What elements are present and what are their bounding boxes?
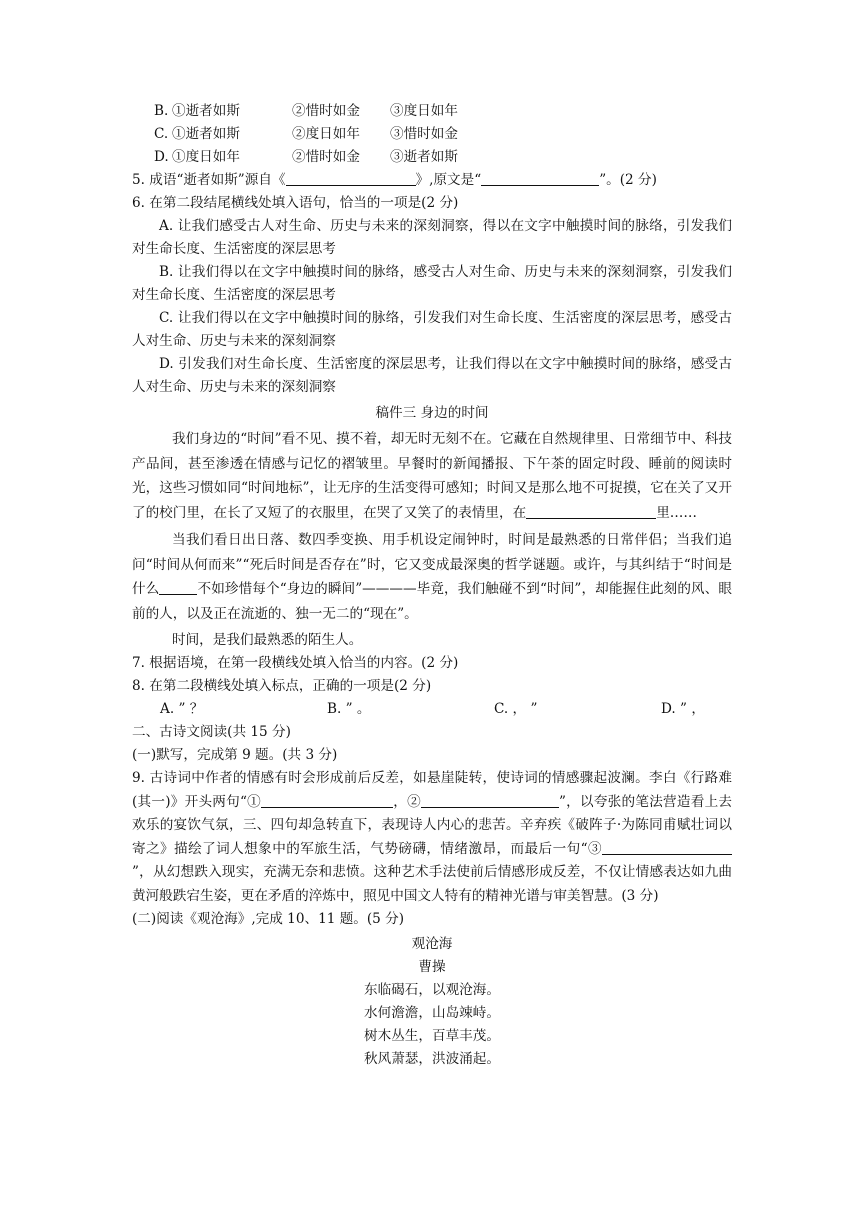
question-8-stem: 8. 在第二段横线处填入标点，正确的一项是(2 分) xyxy=(132,678,432,694)
option-item-3: ③度日如年 xyxy=(390,103,458,119)
poem-line: 秋风萧瑟，洪波涌起。 xyxy=(364,1051,500,1067)
q4-option-d xyxy=(132,146,732,169)
q5-text-1: 5. 成语“逝者如斯”源自《 xyxy=(132,172,286,188)
q8-option-a: A. ” ？ xyxy=(160,701,204,717)
paragraph-text: 我们身边的“时间”看不见、摸不着，却无时无刻不在。它藏在自然规律里、日常细节中、科技产品间，甚至渗透在情感与记忆的褶皱里。早餐时的新闻播报、下午茶的固定时段、睡前的阅读时光，这些习惯如同“时间地标”，让无序的生活变得可感知；时间又是那么地不可捉摸，它在关了又开了的校门里，在长了又短了的衣服里，在哭了又笑了的表情里，在 xyxy=(132,431,732,521)
paragraph-text-end: 不如珍惜每个“身边的瞬间”————毕竟，我们触碰不到“时间”，却能握住此刻的风、眼前的人，以及正在流逝的、独一无二的“现在”。 xyxy=(132,581,733,622)
poem xyxy=(132,933,732,1071)
option-item-3: ③逝者如斯 xyxy=(390,149,458,165)
option-item-2: ②度日如年 xyxy=(292,126,360,142)
option-letter: B. xyxy=(154,103,169,119)
draft3-paragraph-2 xyxy=(132,528,732,626)
q8-option-b: B. ” 。 xyxy=(327,701,371,717)
q6-option-a: A. 让我们感受古人对生命、历史与未来的深刻洞察，得以在文字中触摸时间的脉络，引发我们对生命长度、生活密度的深层思考 xyxy=(132,218,732,257)
section-2-heading: 二、古诗文阅读(共 15 分) xyxy=(132,724,291,740)
poem-line: 树木丛生，百草丰茂。 xyxy=(364,1028,500,1044)
q8-option-c: C. ， ” xyxy=(494,701,538,717)
option-item-2: ②惜时如金 xyxy=(292,103,360,119)
option-letter: D. xyxy=(154,149,169,165)
q9-text-1: 9. 古诗词中作者的情感有时会形成前后反差，如悬崖陡转，使诗词的情感骤起波澜。李白《行路难(其一)》开头两句“① xyxy=(132,770,732,810)
q5-text-2: 》,原文是“ xyxy=(415,172,482,188)
q9-text-3: ”，以夸张的笔法营造看上去欢乐的宴饮气氛，三、四句却急转直下，表现诗人内心的悲苦。辛弃疾《破阵子·为陈同甫赋壮词以寄之》描绘了词人想象中的军旅生活，气势磅礴，情绪激昂，而最后一句“③ xyxy=(132,793,733,857)
exam-page xyxy=(132,100,732,1071)
subsection-1-heading: (一)默写，完成第 9 题。(共 3 分) xyxy=(132,747,338,763)
answer-blank[interactable] xyxy=(421,793,559,808)
poem-line: 东临碣石，以观沧海。 xyxy=(364,982,500,998)
poem-line: 水何澹澹，山岛竦峙。 xyxy=(364,1005,500,1021)
question-9 xyxy=(132,767,732,908)
q9-text-4: ”，从幻想跌入现实，充满无奈和悲愤。这种艺术手法使前后情感形成反差，不仅让情感表达如九曲黄河般跌宕生姿，更在矛盾的淬炼中，照见中国文人特有的精神光谱与审美智慧。(3 分) xyxy=(132,864,732,904)
option-item-1: ①度日如年 xyxy=(172,149,240,165)
answer-blank[interactable] xyxy=(526,504,656,519)
q6-option-c: C. 让我们得以在文字中触摸时间的脉络，引发我们对生命长度、生活密度的深层思考，感受古人对生命、历史与未来的深刻洞察 xyxy=(132,310,732,349)
question-6-stem: 6. 在第二段结尾横线处填入语句，恰当的一项是(2 分) xyxy=(132,195,459,211)
option-item-1: ①逝者如斯 xyxy=(172,126,240,142)
answer-blank[interactable] xyxy=(159,580,197,595)
draft3-title: 稿件三 身边的时间 xyxy=(375,405,489,421)
q9-text-2: ，② xyxy=(393,793,421,810)
paragraph-text: 当我们看日出日落、数四季变换、用手机设定闹钟时，时间是最熟悉的日常伴侣；当我们追问“时间从何而来”“死后时间是否存在”时，它又变成最深奥的哲学谜题。或许，与其纠结于“时间是什么 xyxy=(132,532,732,597)
option-item-2: ②惜时如金 xyxy=(292,149,360,165)
subsection-2-heading: (二)阅读《观沧海》,完成 10、11 题。(5 分) xyxy=(132,911,405,927)
answer-blank[interactable] xyxy=(261,793,393,808)
answer-blank[interactable] xyxy=(481,171,599,186)
question-7: 7. 根据语境，在第一段横线处填入恰当的内容。(2 分) xyxy=(132,655,459,671)
draft3-paragraph-1 xyxy=(132,427,732,525)
draft3-paragraph-3: 时间，是我们最熟悉的陌生人。 xyxy=(172,632,363,648)
poem-author: 曹操 xyxy=(418,959,446,975)
q8-options xyxy=(132,698,732,721)
answer-blank[interactable] xyxy=(286,171,416,186)
q6-option-b: B. 让我们得以在文字中触摸时间的脉络，感受古人对生命、历史与未来的深刻洞察，引发我们对生命长度、生活密度的深层思考 xyxy=(132,264,732,303)
option-letter: C. xyxy=(154,126,169,142)
option-item-3: ③惜时如金 xyxy=(390,126,458,142)
paragraph-text-end: 里…… xyxy=(656,504,697,521)
q6-option-d: D. 引发我们对生命长度、生活密度的深层思考，让我们得以在文字中触摸时间的脉络，感受古人对生命、历史与未来的深刻洞察 xyxy=(132,356,732,395)
q8-option-d: D. ” ， xyxy=(661,701,705,717)
q4-option-c xyxy=(132,123,732,146)
poem-title: 观沧海 xyxy=(411,936,453,952)
q4-option-b xyxy=(132,100,732,123)
q5-text-3: ”。(2 分) xyxy=(599,172,657,188)
question-5 xyxy=(132,169,732,192)
option-item-1: ①逝者如斯 xyxy=(172,103,240,119)
answer-blank[interactable] xyxy=(602,840,732,855)
